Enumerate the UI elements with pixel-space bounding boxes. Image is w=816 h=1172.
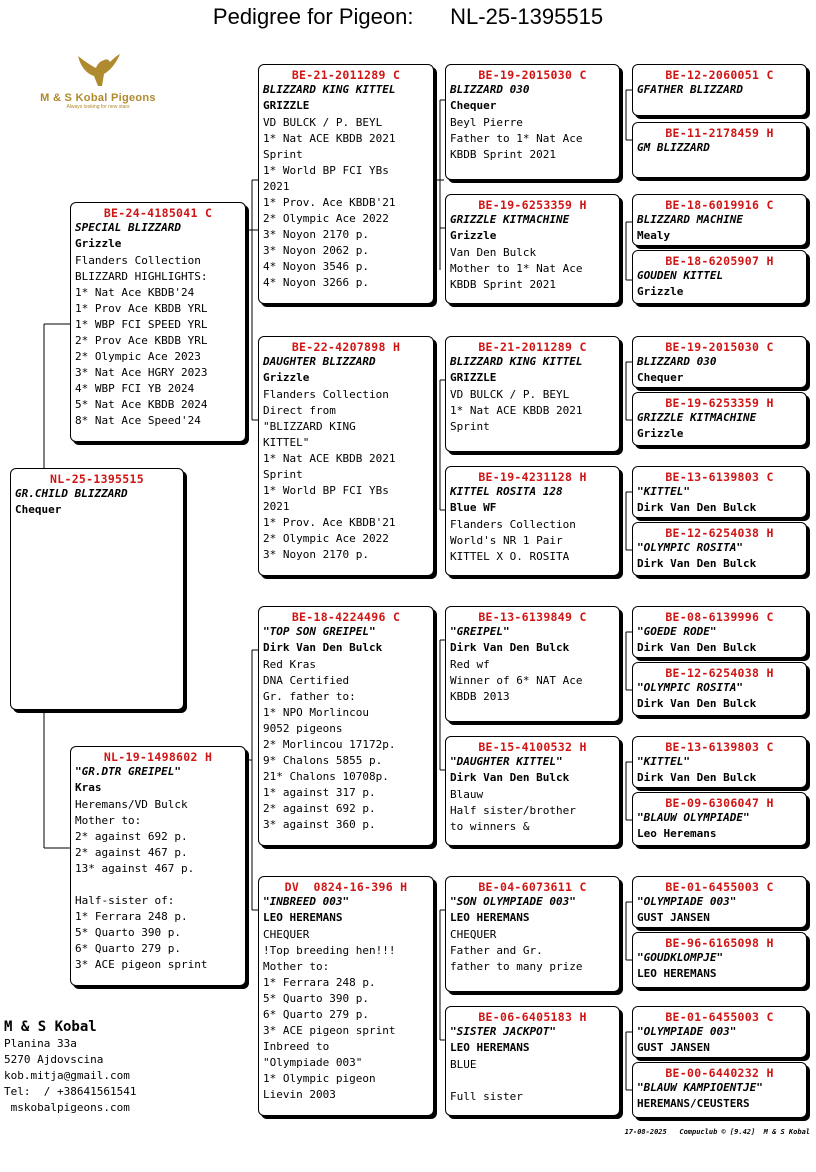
pigeon-note-line: 1* Prov. Ace KBDB'21 [263, 516, 396, 529]
ring-number: BE-01-6455003 C [665, 1010, 774, 1024]
pigeon-note-line [450, 1073, 615, 1089]
ring-number: BE-18-6205907 H [665, 254, 774, 268]
pigeon-note-line: 1* NPO Morlincou [263, 706, 369, 719]
pigeon-note-line: Flanders Collection [75, 254, 201, 267]
pigeon-color: Dirk Van Den Bulck [450, 641, 570, 654]
logo-brand: M & S Kobal Pigeons [40, 92, 156, 104]
ring-number: DV 0824-16-396 H [284, 880, 408, 894]
pigeon-name: BLIZZARD KING KITTEL [263, 83, 396, 96]
title-prefix: Pedigree for Pigeon: [212, 4, 414, 29]
pigeon-card-g2[interactable] [632, 122, 807, 178]
pigeon-color: LEO HEREMANS [263, 911, 343, 924]
pigeon-notes [450, 657, 615, 705]
pigeon-notes [263, 927, 429, 1103]
pigeon-note-line: 5* Nat Ace KBDB 2024 [75, 398, 208, 411]
ring-number: NL-25-1395515 [50, 472, 144, 486]
pigeon-note-line: 2* Olympic Ace 2022 [263, 532, 389, 545]
pigeon-color: LEO HEREMANS [450, 911, 530, 924]
pigeon-note-line: Sprint [263, 468, 303, 481]
pigeon-note-line: 5* Quarto 390 p. [75, 926, 181, 939]
pigeon-name: "SISTER JACKPOT" [450, 1025, 556, 1038]
pigeon-note-line: 8* Nat Ace Speed'24 [75, 414, 201, 427]
pigeon-note-line: CHEQUER [263, 928, 310, 941]
pigeon-note-line: KBDB Sprint 2021 [450, 148, 556, 161]
ring-number: BE-18-6019916 C [665, 198, 774, 212]
pigeon-color: LEO HEREMANS [450, 1041, 530, 1054]
owner-website: mskobalpigeons.com [4, 1101, 130, 1114]
pigeon-color: Grizzle [637, 285, 684, 298]
pigeon-note-line: 9* Chalons 5855 p. [263, 754, 383, 767]
pigeon-note-line: 3* Noyon 2170 p. [263, 228, 369, 241]
pigeon-color: Dirk Van Den Bulck [637, 641, 757, 654]
pigeon-note-line: Father and Gr. [450, 944, 543, 957]
ring-number: BE-12-6254038 H [665, 666, 774, 680]
pigeon-name: "GR.DTR GREIPEL" [75, 765, 181, 778]
ring-number: BE-06-6405183 H [478, 1010, 587, 1024]
pigeon-note-line: Inbreed to [263, 1040, 330, 1053]
pigeon-note-line: Direct from [263, 404, 336, 417]
pigeon-note-line: VD BULCK / P. BEYL [450, 388, 570, 401]
pigeon-card-ss[interactable] [258, 64, 434, 304]
pigeon-card-ddd[interactable] [445, 1006, 620, 1116]
pigeon-name: "OLYMPIADE 003" [637, 895, 737, 908]
pigeon-note-line: 4* WBP FCI YB 2024 [75, 382, 195, 395]
pigeon-card-dam[interactable] [70, 746, 246, 986]
pigeon-name: GM BLIZZARD [637, 141, 710, 154]
pigeon-note-line: 1* Prov Ace KBDB YRL [75, 302, 208, 315]
ring-number: BE-96-6165098 H [665, 936, 774, 950]
pigeon-color: Blue WF [450, 501, 497, 514]
pigeon-note-line: Half-sister of: [75, 894, 175, 907]
ring-number: BE-22-4207898 H [291, 340, 401, 354]
pigeon-card-g15[interactable] [632, 1006, 807, 1058]
pigeon-note-line: 1* World BP FCI YBs [263, 484, 389, 497]
owner-email: kob.mitja@gmail.com [4, 1069, 130, 1082]
ring-number: BE-24-4185041 C [103, 206, 213, 220]
ring-number: BE-09-6306047 H [665, 796, 774, 810]
pigeon-card-g3[interactable] [632, 194, 807, 246]
pigeon-note-line: 2* against 467 p. [75, 846, 188, 859]
pigeon-note-line: Beyl Pierre [450, 116, 523, 129]
pigeon-color: Chequer [637, 371, 684, 384]
pigeon-note-line: 1* Nat ACE KBDB 2021 [263, 452, 396, 465]
ring-number: BE-13-6139803 C [665, 740, 774, 754]
pigeon-name: GRIZZLE KITMACHINE [450, 213, 570, 226]
pigeon-card-dsd[interactable] [445, 736, 620, 846]
pigeon-notes [450, 517, 615, 565]
pigeon-note-line: BLIZZARD HIGHLIGHTS: [75, 270, 208, 283]
pigeon-name: "BLAUW KAMPIOENTJE" [637, 1081, 763, 1094]
pigeon-note-line: 3* Nat Ace HGRY 2023 [75, 366, 208, 379]
pigeon-note-line: 5* Quarto 390 p. [263, 992, 369, 1005]
pigeon-note-line: KBDB 2013 [450, 690, 510, 703]
owner-line: Planina 33a [4, 1037, 77, 1050]
pigeon-note-line: Flanders Collection [263, 388, 389, 401]
pigeon-name: "OLYMPIADE 003" [637, 1025, 737, 1038]
pigeon-note-line: 1* Ferrara 248 p. [263, 976, 376, 989]
pigeon-note-line: 3* against 360 p. [263, 818, 376, 831]
pigeon-color: Grizzle [75, 237, 122, 250]
pigeon-note-line: KBDB Sprint 2021 [450, 278, 556, 291]
pigeon-card-dd[interactable] [258, 876, 434, 1116]
pigeon-card-g5[interactable] [632, 336, 807, 388]
pigeon-card-g11[interactable] [632, 736, 807, 788]
pigeon-notes [450, 1057, 615, 1105]
ring-number: BE-15-4100532 H [478, 740, 587, 754]
pigeon-note-line: Lievin 2003 [263, 1088, 336, 1101]
pigeon-color: Chequer [450, 99, 497, 112]
ring-number: BE-21-2011289 C [478, 340, 587, 354]
pigeon-note-line: 1* Ferrara 248 p. [75, 910, 188, 923]
pigeon-name: "SON OLYMPIADE 003" [450, 895, 576, 908]
pigeon-card-g7[interactable] [632, 466, 807, 518]
pigeon-color: Dirk Van Den Bulck [637, 557, 757, 570]
pigeon-note-line: Red wf [450, 658, 490, 671]
pigeon-note-line: Winner of 6* NAT Ace [450, 674, 583, 687]
pigeon-card-g8[interactable] [632, 522, 807, 576]
pigeon-note-line: 9052 pigeons [263, 722, 343, 735]
pigeon-card-sss[interactable] [445, 64, 620, 180]
pigeon-color: Dirk Van Den Bulck [637, 501, 757, 514]
pigeon-note-line: Mother to 1* Nat Ace [450, 262, 583, 275]
pigeon-note-line: Mother to: [263, 960, 330, 973]
pigeon-note-line: KITTEL" [263, 436, 310, 449]
pigeon-notes [450, 787, 615, 835]
pigeon-note-line: Flanders Collection [450, 518, 576, 531]
pigeon-card-subject[interactable] [10, 468, 184, 710]
pigeon-name: GR.CHILD BLIZZARD [15, 487, 128, 500]
pigeon-card-g16[interactable] [632, 1062, 807, 1118]
footer-credit: 17-08-2025 Compuclub © [9.42] M & S Kobal [624, 1128, 810, 1136]
pigeon-note-line: Van Den Bulck [450, 246, 537, 259]
pigeon-note-line: 3* Noyon 2170 p. [263, 548, 369, 561]
pigeon-note-line: !Top breeding hen!!! [263, 944, 396, 957]
pigeon-note-line: World's NR 1 Pair [450, 534, 563, 547]
pigeon-note-line: 2* Olympic Ace 2023 [75, 350, 201, 363]
pigeon-name: "DAUGHTER KITTEL" [450, 755, 563, 768]
pigeon-color: HEREMANS/CEUSTERS [637, 1097, 750, 1110]
pigeon-color: Grizzle [637, 427, 684, 440]
pigeon-color: Kras [75, 781, 102, 794]
ring-number: BE-18-4224496 C [291, 610, 401, 624]
pigeon-note-line: Heremans/VD Bulck [75, 798, 188, 811]
pigeon-note-line: 1* Olympic pigeon [263, 1072, 376, 1085]
ring-number: BE-19-4231128 H [478, 470, 587, 484]
pigeon-name: "OLYMPIC ROSITA" [637, 541, 743, 554]
pigeon-color: Chequer [15, 503, 62, 516]
pigeon-card-sire[interactable] [70, 202, 246, 442]
pigeon-name: GRIZZLE KITMACHINE [637, 411, 757, 424]
pigeon-notes [75, 253, 241, 429]
pigeon-note-line: VD BULCK / P. BEYL [263, 116, 383, 129]
pigeon-notes [263, 657, 429, 833]
pigeon-name: DAUGHTER BLIZZARD [263, 355, 376, 368]
ring-number: BE-13-6139803 C [665, 470, 774, 484]
ring-number: BE-13-6139849 C [478, 610, 587, 624]
owner-name: M & S Kobal [4, 1019, 97, 1035]
logo-tagline: Always looking for new stars [66, 104, 130, 110]
pigeon-color: Dirk Van Den Bulck [450, 771, 570, 784]
ring-number: BE-01-6455003 C [665, 880, 774, 894]
pigeon-note-line: 2021 [263, 500, 290, 513]
pigeon-name: GFATHER BLIZZARD [637, 83, 743, 96]
pigeon-name: "TOP SON GREIPEL" [263, 625, 376, 638]
pigeon-note-line: Gr. father to: [263, 690, 356, 703]
pigeon-note-line: KITTEL X O. ROSITA [450, 550, 570, 563]
pigeon-color: Dirk Van Den Bulck [263, 641, 383, 654]
pigeon-card-g9[interactable] [632, 606, 807, 658]
pigeon-note-line: 3* Noyon 2062 p. [263, 244, 369, 257]
pigeon-card-g12[interactable] [632, 792, 807, 846]
pigeon-name: GOUDEN KITTEL [637, 269, 724, 282]
pigeon-notes [263, 387, 429, 563]
pigeon-card-g6[interactable] [632, 392, 807, 446]
pigeon-card-dds[interactable] [445, 876, 620, 992]
ring-number: NL-19-1498602 H [103, 750, 213, 764]
pigeon-note-line: Half sister/brother [450, 804, 576, 817]
pigeon-notes [263, 115, 429, 291]
pigeon-name: BLIZZARD MACHINE [637, 213, 743, 226]
pigeon-card-g4[interactable] [632, 250, 807, 304]
pigeon-note-line: Mother to: [75, 814, 142, 827]
pigeon-name: "GREIPEL" [450, 625, 510, 638]
pigeon-notes [450, 115, 615, 163]
pigeon-note-line: Sprint [263, 148, 303, 161]
pigeon-notes [75, 797, 241, 973]
ring-number: BE-04-6073611 C [478, 880, 587, 894]
pigeon-color: LEO HEREMANS [637, 967, 717, 980]
pigeon-name: "KITTEL" [637, 755, 690, 768]
pigeon-card-sdd[interactable] [445, 466, 620, 576]
pigeon-note-line: "BLIZZARD KING [263, 420, 356, 433]
ring-number: BE-19-6253359 H [478, 198, 587, 212]
pigeon-note-line [75, 877, 241, 893]
pigeon-color: Leo Heremans [637, 827, 717, 840]
pigeon-note-line: 3* ACE pigeon sprint [263, 1024, 396, 1037]
pigeon-note-line: 1* Nat Ace KBDB'24 [75, 286, 195, 299]
pigeon-color: Dirk Van Den Bulck [637, 697, 757, 710]
pigeon-note-line: 1* WBP FCI SPEED YRL [75, 318, 208, 331]
pigeon-note-line: 6* Quarto 279 p. [75, 942, 181, 955]
pigeon-note-line: to winners & [450, 820, 530, 833]
pigeon-notes [450, 927, 615, 975]
pigeon-name: BLIZZARD 030 [450, 83, 530, 96]
owner-block [4, 1018, 136, 1116]
pigeon-card-dss[interactable] [445, 606, 620, 722]
pigeon-note-line: father to many prize [450, 960, 583, 973]
pigeon-card-g1[interactable] [632, 64, 807, 116]
pigeon-note-line: 1* World BP FCI YBs [263, 164, 389, 177]
pigeon-note-line: 1* Nat ACE KBDB 2021 [450, 404, 583, 417]
pigeon-note-line: 21* Chalons 10708p. [263, 770, 389, 783]
pigeon-note-line: CHEQUER [450, 928, 497, 941]
ring-number: BE-11-2178459 H [665, 126, 774, 140]
pigeon-card-sds[interactable] [445, 336, 620, 452]
pigeon-color: GRIZZLE [450, 371, 497, 384]
pigeon-name: "INBREED 003" [263, 895, 350, 908]
owner-phone: Tel: / +38641561541 [4, 1085, 137, 1098]
pigeon-note-line: 13* against 467 p. [75, 862, 195, 875]
pigeon-note-line: 4* Noyon 3546 p. [263, 260, 369, 273]
ring-number: BE-08-6139996 C [665, 610, 774, 624]
pigeon-name: BLIZZARD KING KITTEL [450, 355, 583, 368]
pigeon-name: "GOEDE RODE" [637, 625, 717, 638]
pigeon-color: Grizzle [263, 371, 310, 384]
pigeon-note-line: 2* against 692 p. [75, 830, 188, 843]
pigeon-note-line: "Olympiade 003" [263, 1056, 363, 1069]
ring-number: BE-12-2060051 C [665, 68, 774, 82]
pigeon-notes [450, 387, 615, 435]
pigeon-note-line: 2* Morlincou 17172p. [263, 738, 396, 751]
pigeon-name: "BLAUW OLYMPIADE" [637, 811, 750, 824]
pigeon-note-line: 4* Noyon 3266 p. [263, 276, 369, 289]
pigeon-name: "OLYMPIC ROSITA" [637, 681, 743, 694]
pigeon-card-g14[interactable] [632, 932, 807, 988]
pigeon-color: GRIZZLE [263, 99, 310, 112]
pigeon-note-line: 1* against 317 p. [263, 786, 376, 799]
pigeon-note-line: 3* ACE pigeon sprint [75, 958, 208, 971]
ring-number: BE-12-6254038 H [665, 526, 774, 540]
ring-number: BE-00-6440232 H [665, 1066, 774, 1080]
ring-number: BE-19-2015030 C [478, 68, 587, 82]
ring-number: BE-19-6253359 H [665, 396, 774, 410]
ring-number: BE-21-2011289 C [291, 68, 401, 82]
pigeon-note-line: Sprint [450, 420, 490, 433]
pigeon-name: "GOUDKLOMPJE" [637, 951, 724, 964]
pigeon-note-line: Father to 1* Nat Ace [450, 132, 583, 145]
pigeon-note-line: Red Kras [263, 658, 316, 671]
pigeon-note-line: 6* Quarto 279 p. [263, 1008, 369, 1021]
pigeon-name: BLIZZARD 030 [637, 355, 717, 368]
pigeon-color: GUST JANSEN [637, 911, 710, 924]
pigeon-note-line: 2* Olympic Ace 2022 [263, 212, 389, 225]
owner-line: 5270 Ajdovscina [4, 1053, 104, 1066]
pigeon-note-line: 2* against 692 p. [263, 802, 376, 815]
pigeon-name: KITTEL ROSITA 128 [450, 485, 563, 498]
pigeon-note-line: BLUE [450, 1058, 477, 1071]
pigeon-note-line: 2021 [263, 180, 290, 193]
pigeon-color: GUST JANSEN [637, 1041, 710, 1054]
pigeon-color: Grizzle [450, 229, 497, 242]
title-ring: NL-25-1395515 [450, 4, 604, 29]
pigeon-note-line: 2* Prov Ace KBDB YRL [75, 334, 208, 347]
pigeon-note-line: DNA Certified [263, 674, 350, 687]
pigeon-note-line: 1* Prov. Ace KBDB'21 [263, 196, 396, 209]
pigeon-color: Mealy [637, 229, 671, 242]
pigeon-card-ssd[interactable] [445, 194, 620, 304]
pigeon-card-ds[interactable] [258, 606, 434, 846]
pigeon-color: Dirk Van Den Bulck [637, 771, 757, 784]
pigeon-note-line: Blauw [450, 788, 484, 801]
pigeon-note-line: Full sister [450, 1090, 523, 1103]
pigeon-note-line: 1* Nat ACE KBDB 2021 [263, 132, 396, 145]
pigeon-card-g10[interactable] [632, 662, 807, 716]
pigeon-card-g13[interactable] [632, 876, 807, 928]
pigeon-card-sd[interactable] [258, 336, 434, 576]
pigeon-notes [450, 245, 615, 293]
pigeon-name: "KITTEL" [637, 485, 690, 498]
ring-number: BE-19-2015030 C [665, 340, 774, 354]
pigeon-name: SPECIAL BLIZZARD [75, 221, 181, 234]
